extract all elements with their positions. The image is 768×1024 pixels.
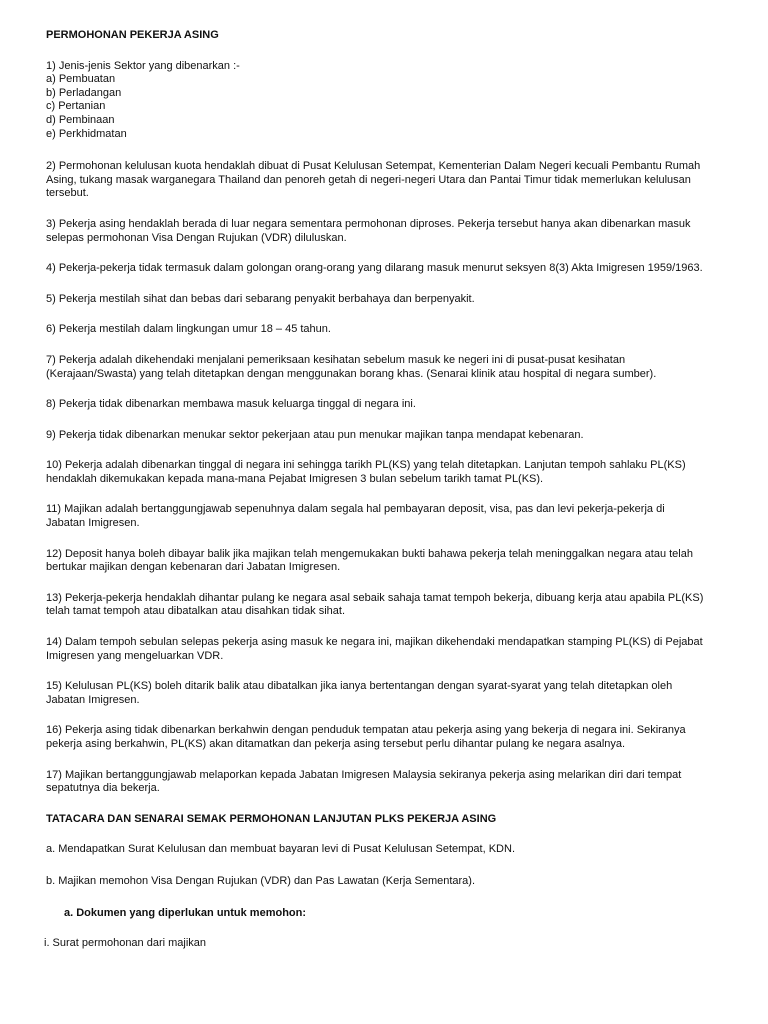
paragraph-line: Jabatan Imigresen. xyxy=(46,693,140,706)
paragraph-line: tersebut. xyxy=(46,187,89,200)
documents-subheading: a. Dokumen yang diperlukan untuk memohon: xyxy=(64,906,307,919)
paragraph-line: 13) Pekerja-pekerja hendaklah dihantar pulang ke negara asal sebaik sahaja tamat tempoh bekerja, dibuang kerja atau apabila PL(KS) xyxy=(46,591,704,604)
paragraph-line: 17) Majikan bertanggungjawab melaporkan kepada Jabatan Imigresen Malaysia sekiranya pekerja asing melarikan diri dari tempat xyxy=(46,768,682,781)
requirement-paragraph xyxy=(46,429,726,443)
paragraph-line: pekerja asing berkahwin, PL(KS) akan ditamatkan dan pekerja asing tersebut perlu dihantar pulang ke negara asalnya. xyxy=(46,738,626,750)
requirement-paragraph xyxy=(46,503,726,530)
requirement-paragraph xyxy=(46,680,726,707)
paragraph-line: (Kerajaan/Swasta) yang telah ditetapkan dengan menggunakan borang khas. (Senarai klinik atau hospital di negara sumber). xyxy=(46,367,657,380)
paragraph-line: 5) Pekerja mestilah sihat dan bebas dari sebarang penyakit berbahaya dan berpenyakit. xyxy=(46,292,475,305)
section-heading: TATACARA DAN SENARAI SEMAK PERMOHONAN LANJUTAN PLKS PEKERJA ASING xyxy=(46,812,497,825)
paragraph-line: 6) Pekerja mestilah dalam lingkungan umur 18 – 45 tahun. xyxy=(46,323,331,336)
requirement-paragraph xyxy=(46,218,726,245)
paragraph-line: 12) Deposit hanya boleh dibayar balik jika majikan telah mengemukakan bukti bahawa pekerja telah meninggalkan negara atau telah xyxy=(46,547,693,560)
requirement-paragraph xyxy=(46,459,726,486)
requirement-paragraph xyxy=(46,160,726,201)
requirement-paragraph xyxy=(46,293,726,307)
sector-item: e) Perkhidmatan xyxy=(46,127,127,140)
paragraph-line: telah tamat tempoh atau dibatalkan atau disahkan tidak sihat. xyxy=(46,605,346,618)
paragraph-line: sepatutnya dia bekerja. xyxy=(46,782,160,795)
paragraph-line: Jabatan Imigresen. xyxy=(46,517,140,530)
sector-item: a) Pembuatan xyxy=(46,73,116,86)
sector-item: c) Pertanian xyxy=(46,100,106,113)
paragraph-line: Imigresen yang mengeluarkan VDR. xyxy=(46,649,224,662)
requirement-paragraph xyxy=(46,769,726,796)
paragraph-line: 7) Pekerja adalah dikehendaki menjalani pemeriksaan kesihatan sebelum masuk ke negeri ini di pusat-pusat kesihatan xyxy=(46,353,626,366)
step-a: a. Mendapatkan Surat Kelulusan dan membuat bayaran levi di Pusat Kelulusan Setempat, KDN. xyxy=(46,843,515,856)
step-b: b. Majikan memohon Visa Dengan Rujukan (VDR) dan Pas Lawatan (Kerja Sementara). xyxy=(46,874,476,887)
paragraph-line: 2) Permohonan kelulusan kuota hendaklah dibuat di Pusat Kelulusan Setempat, Kementerian Dalam Negeri kecuali Pembantu Rumah xyxy=(46,160,701,173)
document-item: i. Surat permohonan dari majikan xyxy=(44,937,207,950)
paragraph-line: 15) Kelulusan PL(KS) boleh ditarik balik atau dibatalkan jika ianya bertentangan dengan syarat-syarat yang telah ditetapkan oleh xyxy=(46,680,673,693)
document-body xyxy=(46,29,726,951)
paragraph-line: selepas permohonan Visa Dengan Rujukan (VDR) diluluskan. xyxy=(46,231,347,244)
sector-list xyxy=(46,60,726,142)
paragraph-line: bertukar majikan dengan kebenaran dari Jabatan Imigresen. xyxy=(46,561,341,574)
paragraph-line: 10) Pekerja adalah dibenarkan tinggal di negara ini sehingga tarikh PL(KS) yang telah ditetapkan. Lanjutan tempoh sahlaku PL(KS) xyxy=(46,459,686,472)
document-title: PERMOHONAN PEKERJA ASING xyxy=(46,29,219,41)
paragraph-line: 14) Dalam tempoh sebulan selepas pekerja asing masuk ke negara ini, majikan dikehendaki mendapatkan stamping PL(KS) di Pejabat xyxy=(46,636,703,649)
requirement-paragraph xyxy=(46,724,726,751)
paragraph-line: 3) Pekerja asing hendaklah berada di luar negara sementara permohonan diproses. Pekerja tersebut hanya akan dibenarkan masuk xyxy=(46,217,691,230)
paragraph-line: 9) Pekerja tidak dibenarkan menukar sektor pekerjaan atau pun menukar majikan tanpa mendapat kebenaran. xyxy=(46,428,584,441)
requirement-paragraph xyxy=(46,548,726,575)
requirement-paragraph xyxy=(46,398,726,412)
paragraph-line: 16) Pekerja asing tidak dibenarkan berkahwin dengan penduduk tempatan atau pekerja asing yang bekerja di negara ini. Sekiranya xyxy=(46,724,686,737)
requirement-paragraph xyxy=(46,323,726,337)
requirement-paragraph xyxy=(46,262,726,276)
sector-item: b) Perladangan xyxy=(46,86,122,99)
requirement-paragraph xyxy=(46,354,726,381)
paragraph-line: Asing, tukang masak warganegara Thailand dan penoreh getah di negeri-negeri Utara dan Pantai Timur tidak memerlukan kelulusan xyxy=(46,173,691,186)
paragraph-line: hendaklah dikemukakan kepada mana-mana Pejabat Imigresen 3 bulan sebelum tarikh tamat PL(KS). xyxy=(46,472,544,485)
requirement-paragraph xyxy=(46,636,726,663)
requirements-list xyxy=(46,160,726,796)
sector-list-intro: 1) Jenis-jenis Sektor yang dibenarkan :- xyxy=(46,59,240,72)
paragraph-line: 4) Pekerja-pekerja tidak termasuk dalam golongan orang-orang yang dilarang masuk menurut seksyen 8(3) Akta Imigresen 1959/1963. xyxy=(46,262,703,275)
sector-item: d) Pembinaan xyxy=(46,113,115,126)
paragraph-line: 11) Majikan adalah bertanggungjawab sepenuhnya dalam segala hal pembayaran deposit, visa, pas dan levi pekerja-pekerja di xyxy=(46,503,665,516)
requirement-paragraph xyxy=(46,592,726,619)
paragraph-line: 8) Pekerja tidak dibenarkan membawa masuk keluarga tinggal di negara ini. xyxy=(46,398,416,411)
